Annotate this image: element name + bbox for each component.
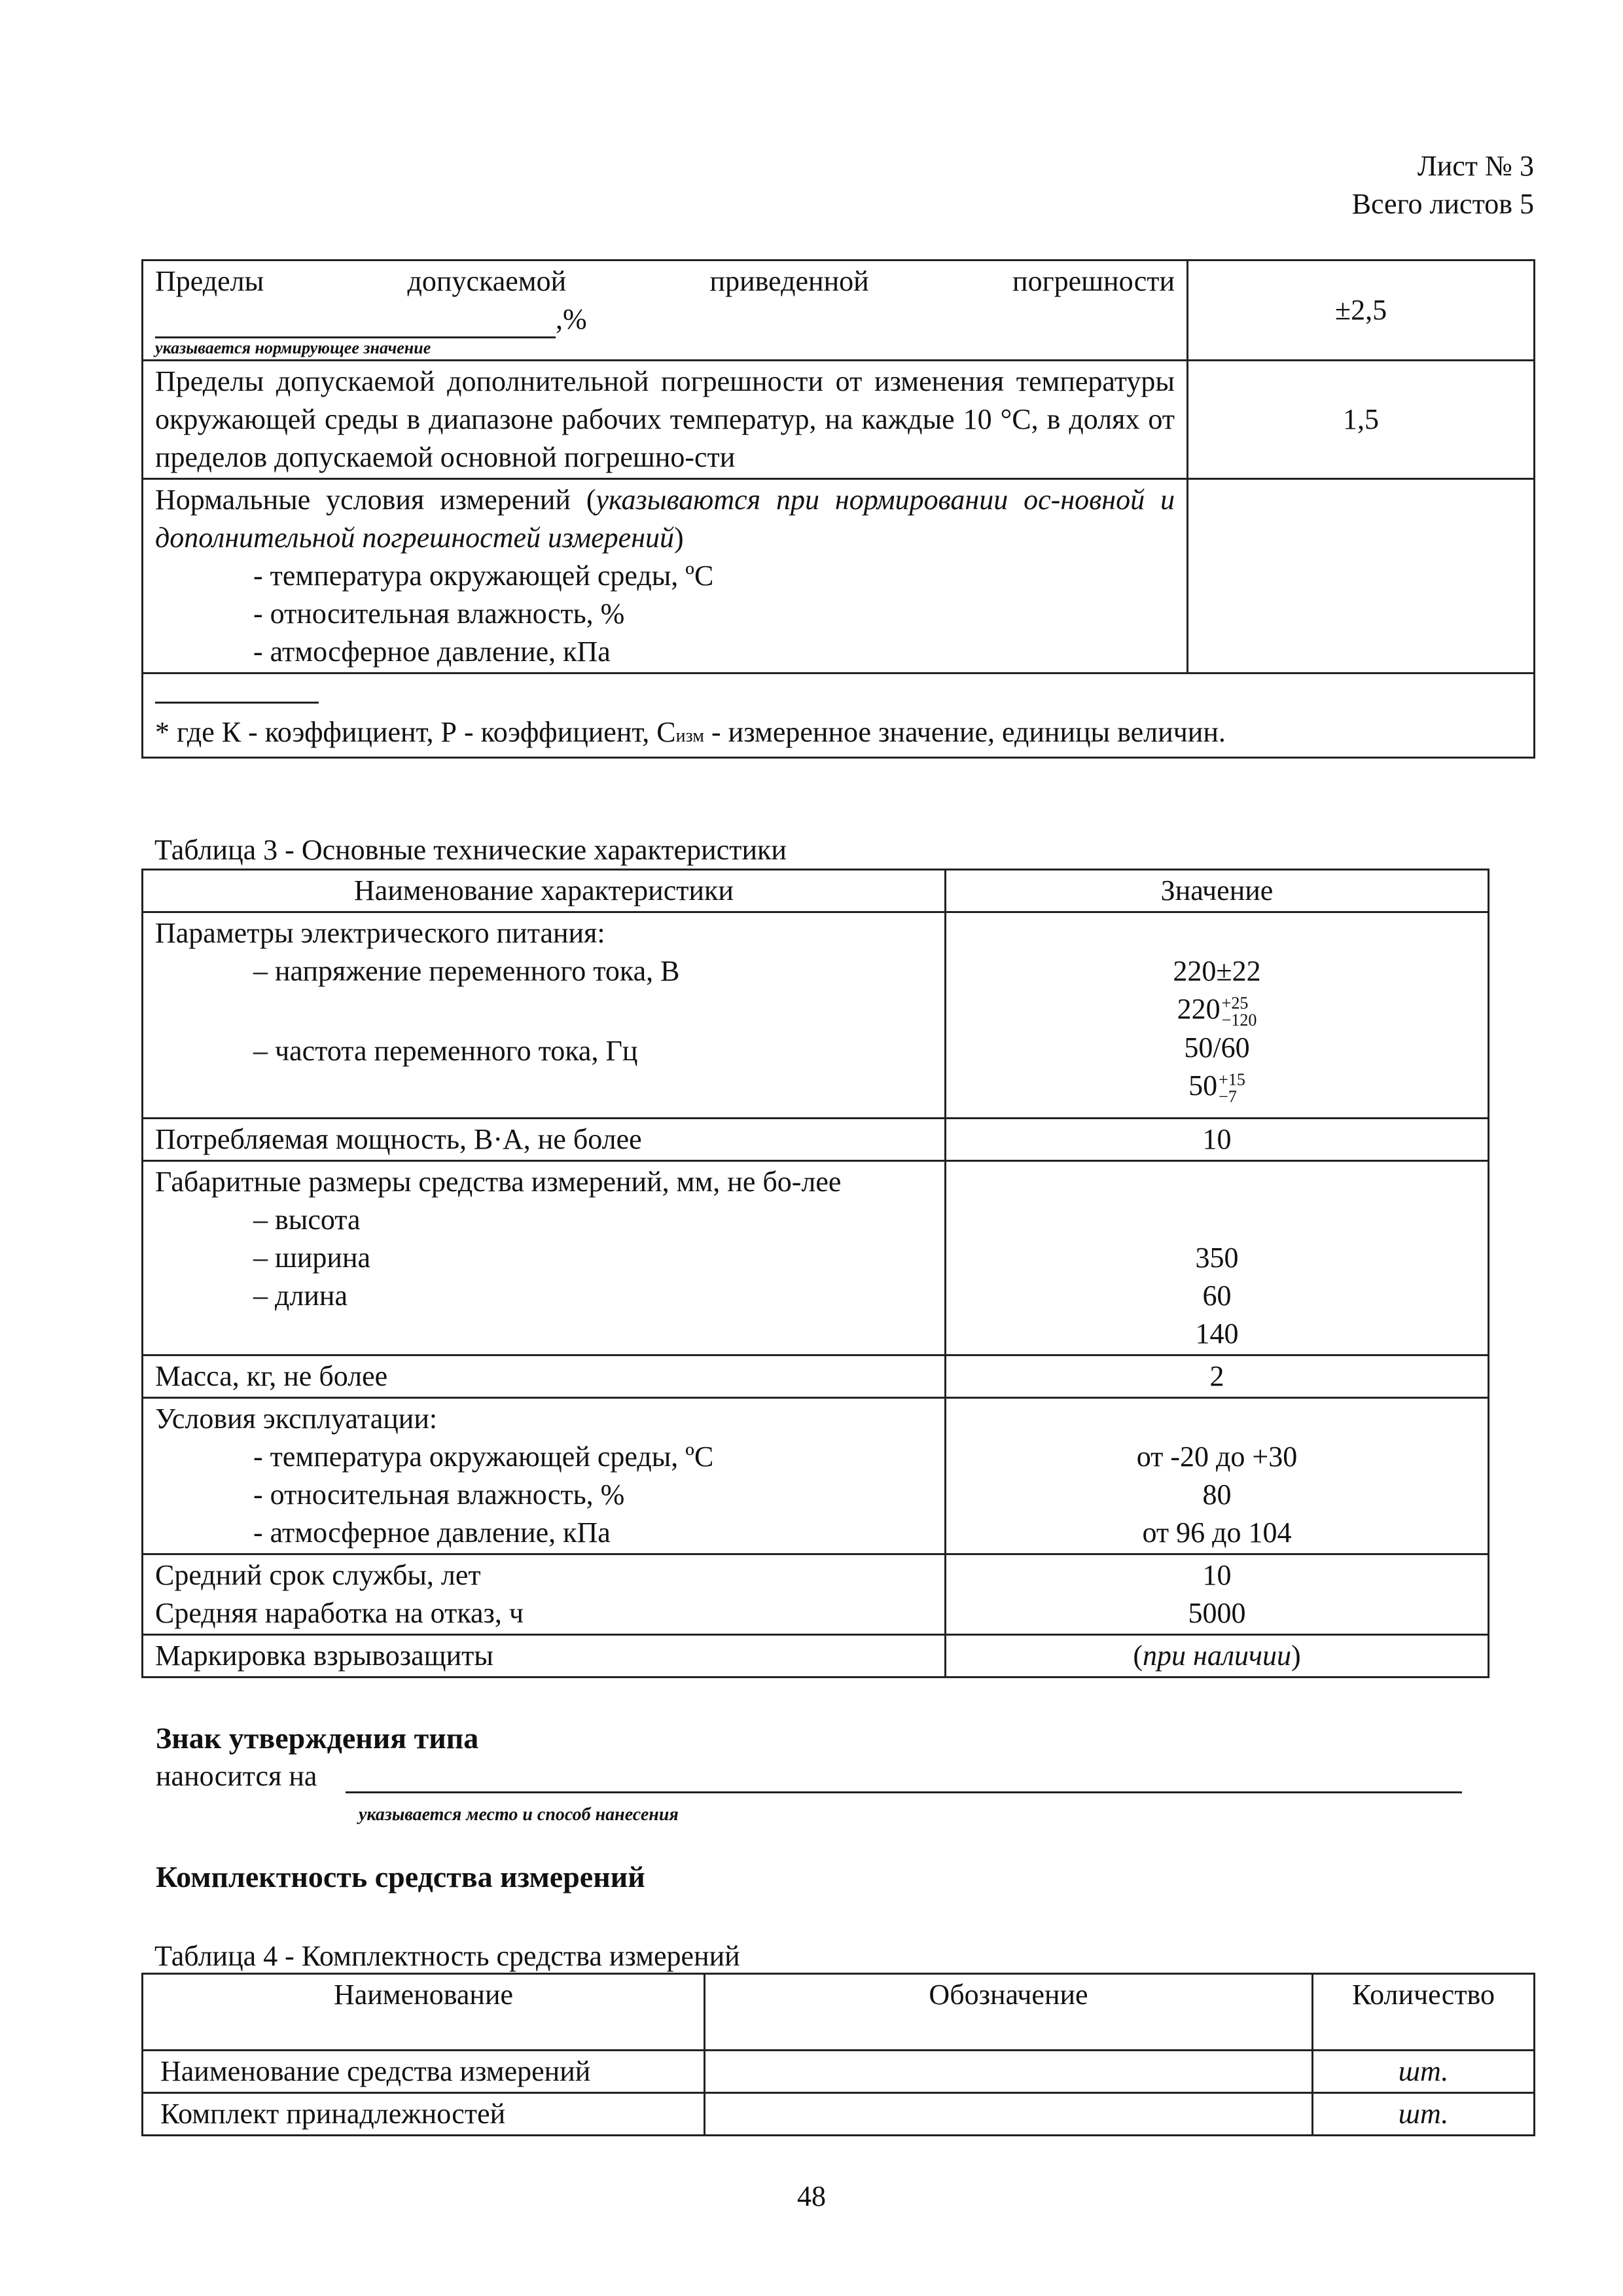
- table-row: [143, 1355, 1489, 1398]
- table-cell: [946, 1398, 1489, 1554]
- normalizing-value-line: [155, 310, 556, 338]
- unit-text: ,%: [556, 303, 587, 335]
- item-name: Комплект принадлежностей: [143, 2093, 705, 2136]
- mass-value: 2: [946, 1355, 1489, 1398]
- frequency-label: – частота переменного тока, Гц: [253, 1035, 638, 1067]
- table-row: [143, 1974, 1535, 2051]
- power-title: Параметры электрического питания:: [155, 917, 605, 949]
- column-header: Обозначение: [705, 1974, 1313, 2051]
- table3-caption: Таблица 3 - Основные технические характеристики: [154, 834, 787, 866]
- table-row: [143, 260, 1535, 361]
- voltage-tolerance: 220 +25 −120: [1177, 993, 1257, 1030]
- table-cell: [946, 1554, 1489, 1635]
- page-number: 48: [797, 2180, 826, 2212]
- table-row: [143, 1554, 1489, 1635]
- dimension-value: 60: [1202, 1280, 1232, 1312]
- sheet-total: Всего листов 5: [1351, 188, 1534, 220]
- table-row: [143, 1161, 1489, 1355]
- frequency-tolerance: 50 +15 −7: [1188, 1069, 1245, 1106]
- dimension-value: 140: [1195, 1318, 1239, 1350]
- accuracy-table: [141, 259, 1535, 759]
- voltage-value: 220±22: [1173, 955, 1261, 987]
- approval-heading: Знак утверждения типа: [156, 1721, 479, 1755]
- conditions-title: Условия эксплуатации:: [155, 1403, 438, 1435]
- table-row: [143, 912, 1489, 1119]
- consumption-label: Потребляемая мощность, В·А, не более: [143, 1119, 946, 1161]
- item-qty: шт.: [1313, 2093, 1535, 2136]
- dimensions-title: Габаритные размеры средства измерений, мм, не бо-лее: [155, 1166, 842, 1198]
- reduced-error-value: ±2,5: [1188, 260, 1535, 361]
- condition-label: - атмосферное давление, кПа: [253, 1516, 611, 1549]
- column-header: Наименование характеристики: [143, 870, 946, 912]
- dimension-value: 350: [1195, 1242, 1239, 1274]
- normalizing-value-hint: указывается нормирующее значение: [155, 338, 431, 357]
- column-header: Значение: [946, 870, 1489, 912]
- item-designation: [705, 2093, 1313, 2136]
- voltage-label: – напряжение переменного тока, В: [253, 955, 680, 987]
- mtbf-label: Средняя наработка на отказ, ч: [155, 1597, 524, 1629]
- completeness-table: [141, 1973, 1535, 2136]
- table-row: [143, 2051, 1535, 2093]
- service-life-label: Средний срок службы, лет: [155, 1559, 481, 1591]
- completeness-heading: Комплектность средства измерений: [156, 1860, 645, 1893]
- table-row: [143, 870, 1489, 912]
- table-cell: [946, 912, 1489, 1119]
- reduced-error-label: Пределы допускаемой приведенной погрешности: [155, 265, 1175, 297]
- item-qty: шт.: [1313, 2051, 1535, 2093]
- sheet-number: Лист № 3: [1417, 150, 1534, 182]
- marking-value: (при наличии): [946, 1635, 1489, 1677]
- table-row: [143, 2093, 1535, 2136]
- table-row: [143, 1635, 1489, 1677]
- condition-item: - атмосферное давление, кПа: [253, 636, 611, 668]
- additional-error-label: Пределы допускаемой дополнительной погрешности от изменения температуры окружающей среды в диапазоне рабочих температур, на каждые 10 °С, в долях от пределов допускаемой основной погрешно-сти: [143, 361, 1188, 479]
- service-life-value: 10: [1202, 1559, 1232, 1591]
- table-row: [143, 479, 1535, 673]
- table-row: [143, 673, 1535, 758]
- table4-caption: Таблица 4 - Комплектность средства измерений: [154, 1940, 740, 1972]
- column-header: Количество: [1313, 1974, 1535, 2051]
- footnote: * где К - коэффициент, Р - коэффициент, Сизм - измеренное значение, единицы величин.: [143, 673, 1535, 758]
- dimension-label: – высота: [253, 1204, 361, 1236]
- dimension-label: – ширина: [253, 1242, 371, 1274]
- sheet-info: [1352, 147, 1534, 223]
- condition-label: - температура окружающей среды, ºС: [253, 1441, 714, 1473]
- footnote-rule: [155, 689, 319, 704]
- mtbf-value: 5000: [1188, 1597, 1246, 1629]
- table-cell: [143, 1554, 946, 1635]
- condition-value: от -20 до +30: [1136, 1441, 1298, 1473]
- table-cell: [143, 479, 1188, 673]
- additional-error-value: 1,5: [1188, 361, 1535, 479]
- condition-item: - относительная влажность, %: [253, 598, 625, 630]
- condition-value: 80: [1202, 1479, 1232, 1511]
- item-designation: [705, 2051, 1313, 2093]
- condition-item: - температура окружающей среды, ºС: [253, 560, 714, 592]
- table-cell: [946, 1161, 1489, 1355]
- table-cell: [143, 260, 1188, 361]
- table-row: [143, 1119, 1489, 1161]
- table-row: [143, 1398, 1489, 1554]
- column-header: Наименование: [143, 1974, 705, 2051]
- marking-label: Маркировка взрывозащиты: [143, 1635, 946, 1677]
- approval-fill-line: [346, 1761, 1462, 1793]
- dimension-label: – длина: [253, 1280, 348, 1312]
- table-cell: [143, 1161, 946, 1355]
- approval-text: наносится на: [156, 1760, 317, 1792]
- item-name: Наименование средства измерений: [143, 2051, 705, 2093]
- normal-conditions-label: Нормальные условия измерений (указываются при нормировании ос-новной и дополнительной погрешностей измерений): [155, 484, 1175, 554]
- frequency-value: 50/60: [1184, 1031, 1250, 1064]
- condition-value: от 96 до 104: [1142, 1516, 1292, 1549]
- approval-hint: указывается место и способ нанесения: [359, 1804, 679, 1825]
- table-cell: [143, 1398, 946, 1554]
- mass-label: Масса, кг, не более: [143, 1355, 946, 1398]
- table-cell: [1188, 479, 1535, 673]
- technical-characteristics-table: [141, 869, 1489, 1678]
- table-row: [143, 361, 1535, 479]
- consumption-value: 10: [946, 1119, 1489, 1161]
- table-cell: [143, 912, 946, 1119]
- condition-label: - относительная влажность, %: [253, 1479, 625, 1511]
